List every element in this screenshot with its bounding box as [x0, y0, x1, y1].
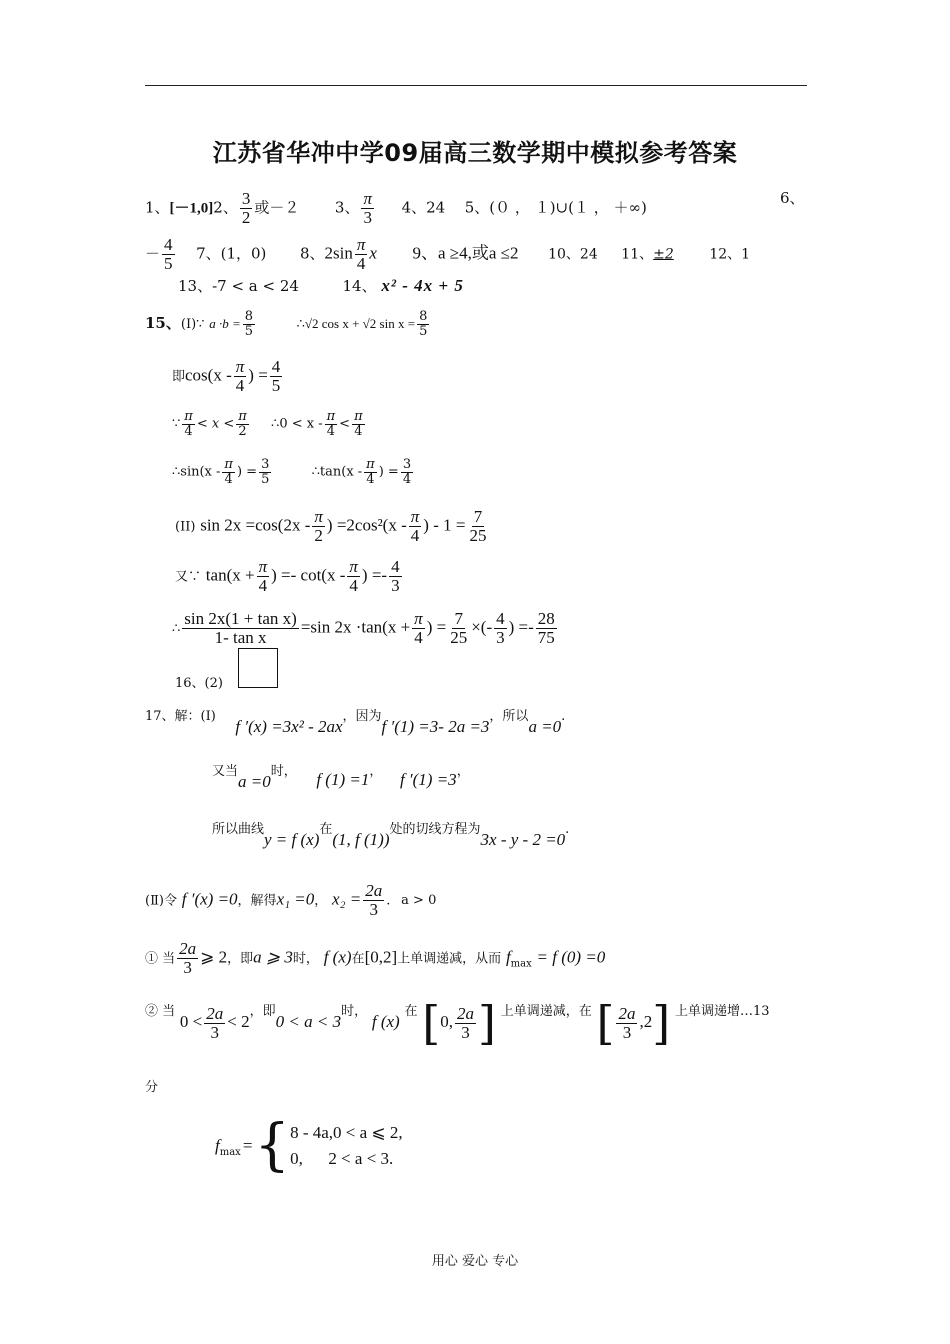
q2-label: 2、	[213, 198, 238, 217]
q8-label: 8、	[299, 244, 325, 263]
q9-answer: 9、a ≥4,或a ≤2	[412, 243, 519, 263]
q7-answer: 7、(1，0)	[196, 244, 267, 263]
frac-pi-4: $\frac{\pi}{4}$	[414, 609, 423, 647]
q6-fraction: $\frac{4}{5}$	[164, 235, 173, 273]
frac-7-25: $\frac{7}{25}$	[469, 507, 487, 545]
q16-answer-box	[238, 648, 278, 688]
answers-line-1	[145, 190, 647, 227]
frac-pi-2: $\frac{\pi}{2}$	[314, 507, 323, 545]
right-bracket: ]	[478, 996, 496, 1050]
left-bracket: [	[596, 996, 615, 1050]
q15-frac-8-5b: $\frac{8}{5}$	[419, 309, 428, 339]
frac-2a-3: $\frac{2a}{3}$	[457, 1003, 474, 1042]
frac-4-3: $\frac{4}{3}$	[496, 609, 505, 647]
q16-label: 16、(2)	[175, 676, 223, 691]
q17-case-2: ② 当 0 < $\frac{2a}{3}$ < 2，即0 < a < 3时， f (x) 在 [0, $\frac{2a}{3}$ ] 上单调递减，在 [ $\frac{2a}{3}$ ,2] 上单调递增…13	[145, 996, 770, 1050]
q6-sign: －	[145, 244, 161, 263]
q14-label: 14、	[342, 277, 377, 295]
q1-answer: [－1,0]	[169, 200, 214, 217]
frac-pi-4: $\frac{\pi}{4}$	[349, 557, 358, 595]
frac-3-5: $\frac{3}{5}$	[261, 457, 270, 487]
frac-pi-4: $\frac{\pi}{4}$	[258, 557, 268, 595]
q15-expr: √2 cos x + √2 sin x =	[304, 316, 416, 332]
q1-label: 1、	[145, 198, 170, 217]
q17-line-2: 又当a =0时， f (1) =1， f ′(1) =3，	[212, 764, 470, 791]
frac-sin2x: $\frac{\text{sin 2x(1 + tan x)}}{\text{1- tan x}}$	[184, 609, 297, 647]
q4-answer: 4、24	[401, 198, 446, 217]
left-brace: {	[254, 1113, 291, 1178]
q15-part-2-line-3: ∴ $\frac{\text{sin 2x(1 + tan x)}}{\text{1- tan x}}$ =sin 2x ·tan(x + $\frac{\pi}{4}$ ) = $\frac{7}{25}$ ×(- $\frac{4}{3}$ ) =- $\frac{28}{75}$	[172, 609, 555, 647]
frac-pi-4: $\frac{\pi}{4}$	[184, 409, 193, 439]
frac-pi-2: $\frac{\pi}{2}$	[238, 409, 247, 439]
q2-tail: 或－２	[254, 198, 300, 217]
q8-fraction: $\frac{\pi}{4}$	[356, 235, 366, 273]
q8-var: x	[369, 243, 377, 263]
frac-2a-3: $\frac{2a}{3}$	[618, 1003, 636, 1042]
q10-answer: 10、24	[548, 246, 598, 263]
left-bracket: [	[422, 996, 441, 1050]
frac-pi-4: $\frac{\pi}{4}$	[326, 409, 336, 439]
answers-line-3	[178, 276, 464, 296]
q14-answer: x² - 4x + 5	[381, 276, 464, 295]
frac-4-5: $\frac{4}{5}$	[271, 357, 281, 395]
q15-ab: a ·b =	[209, 316, 241, 332]
q17-case-2-fen: 分	[145, 1080, 159, 1095]
answers-line-2	[145, 236, 750, 273]
frac-pi-4: $\frac{\pi}{4}$	[366, 457, 375, 487]
q11-answer: ±2	[653, 246, 674, 263]
piecewise-rows: 8 - 4a,0 < a ⩽ 2, 0, 2 < a < 3.	[290, 1123, 403, 1168]
frac-28-75: $\frac{28}{75}$	[537, 609, 555, 647]
q11-label: 11、	[621, 246, 654, 263]
frac-2a-3: $\frac{2a}{3}$	[365, 881, 383, 919]
q3-fraction: $\frac{\pi}{3}$	[363, 189, 372, 227]
frac-pi-4: $\frac{\pi}{4}$	[410, 507, 420, 545]
q2-fraction: $\frac{3}{2}$	[241, 189, 251, 227]
q15-part-2-line-2: 又∵ tan(x + $\frac{\pi}{4}$ ) =- cot(x - $\frac{\pi}{4}$ ) =- $\frac{4}{3}$	[175, 557, 400, 595]
header-rule	[145, 85, 807, 86]
frac-2a-3: $\frac{2a}{3}$	[179, 939, 197, 977]
q15-line-2: 即cos(x - $\frac{\pi}{4}$ ) = $\frac{4}{5}$	[172, 357, 281, 395]
q15-frac-8-5: $\frac{8}{5}$	[244, 309, 254, 339]
page-title: 江苏省华冲中学09届高三数学期中模拟参考答案	[212, 139, 738, 167]
q12-answer: 12、1	[709, 246, 751, 263]
q15-line-3: ∵ $\frac{\pi}{4}$ < x < $\frac{\pi}{2}$ ∴0 < x - $\frac{\pi}{4}$ < $\frac{\pi}{4}$	[172, 409, 363, 439]
right-bracket: ]	[652, 996, 671, 1050]
page-footer: 用心 爱心 专心	[431, 1254, 519, 1269]
q17-part-2-line-1: (Ⅱ)令 f ′(x) =0，解得x₁ =0， x₂ = $\frac{2a}{3}$ . a > 0	[145, 881, 437, 919]
frac-pi-4: $\frac{\pi}{4}$	[354, 409, 363, 439]
frac-pi-4: $\frac{\pi}{4}$	[235, 357, 245, 395]
frac-3-4: $\frac{3}{4}$	[402, 457, 412, 487]
q17-line-3: 所以曲线y = f (x)在(1, f (1))处的切线方程为3x - y - 2 =0.	[212, 822, 570, 849]
q5-answer: 5、(０ ， １)∪(１ ， ＋∞)	[464, 198, 647, 217]
q8-pre: 2sin	[324, 243, 353, 263]
q15-line-1: 15、(I)∵ a ·b = $\frac{8}{5}$ ∴√2 cos x + √2 sin x = $\frac{8}{5}$	[145, 309, 428, 339]
q15-label: 15、	[145, 314, 181, 333]
q17-line-1: 17、解：(Ⅰ) f ′(x) =3x² - 2ax，因为f ′(1) =3- 2a =3，所以a =0.	[145, 709, 566, 736]
q3-label: 3、	[334, 198, 360, 217]
q15-part-2-line-1: (II) sin 2x =cos(2x - $\frac{\pi}{2}$ ) =2cos²(x - $\frac{\pi}{4}$ ) - 1 = $\frac{7}{25}$	[175, 507, 487, 545]
frac-pi-4: $\frac{\pi}{4}$	[224, 457, 233, 487]
q13-answer: 13、-7 < a < 24	[178, 277, 299, 295]
q17-case-1: ① 当 $\frac{2a}{3}$ ⩾ 2，即a ⩾ 3时， f (x)在[0,2]上单调递减，从而 $f_{max} = f$ (0) =0	[145, 939, 606, 977]
frac-4-3: $\frac{4}{3}$	[391, 557, 400, 595]
q17-fmax: f $_{max}$ = { 8 - 4a,0 < a ⩽ 2, 0, 2 < a < 3.	[215, 1113, 403, 1178]
frac-2a-3: $\frac{2a}{3}$	[206, 1003, 224, 1042]
frac-7-25: $\frac{7}{25}$	[450, 609, 468, 647]
q6-label: 6、	[780, 189, 805, 207]
q15-line-4: ∴sin(x - $\frac{\pi}{4}$ ) = $\frac{3}{5}$ ∴tan(x - $\frac{\pi}{4}$ ) = $\frac{3}{4}$	[172, 457, 412, 487]
